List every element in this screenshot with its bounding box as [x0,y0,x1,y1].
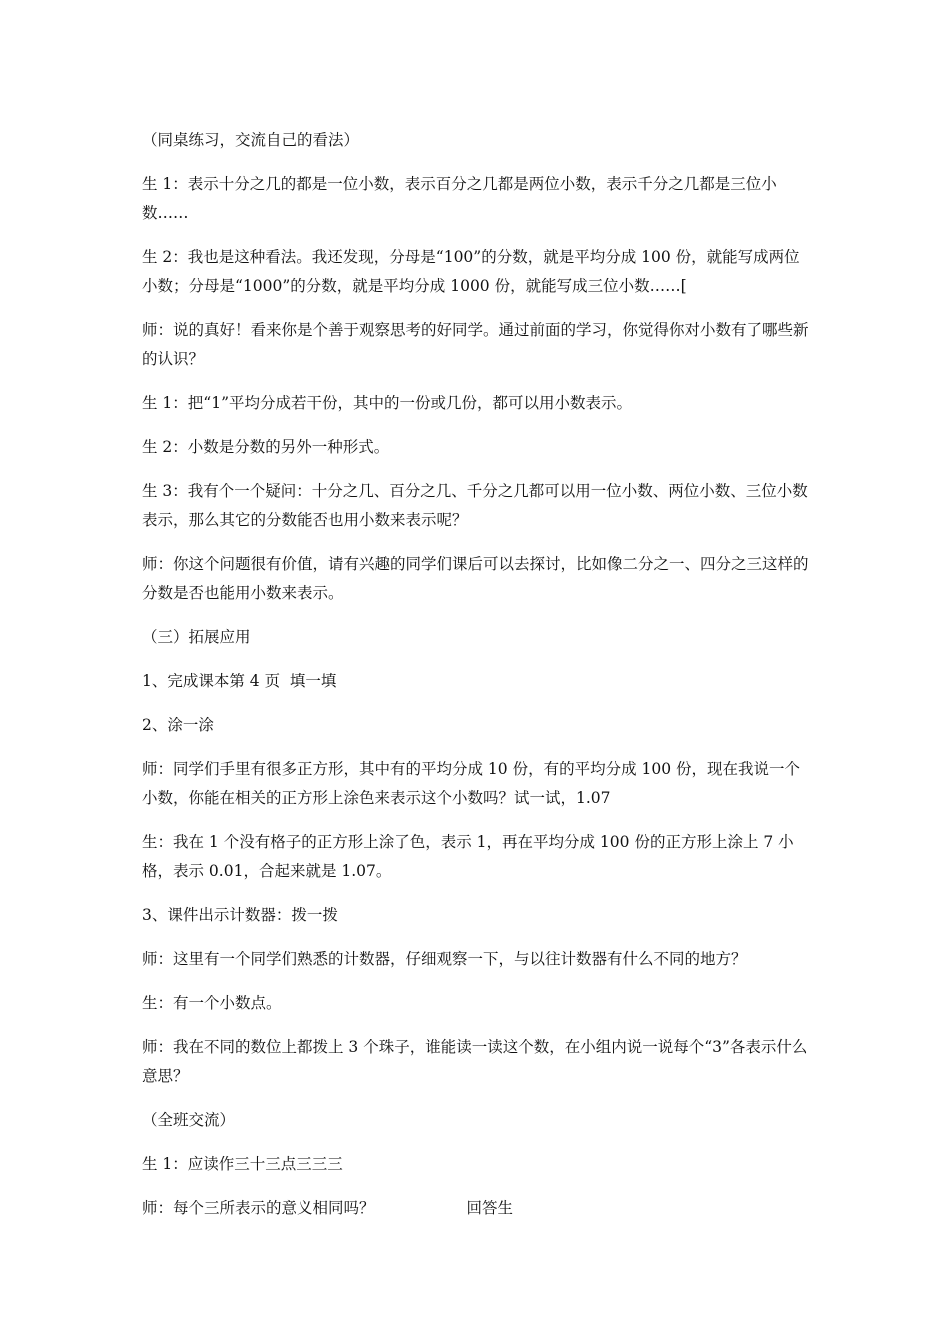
paragraph-student-1-definition: 生 1：把“1”平均分成若干份，其中的一份或几份，都可以用小数表示。 [142,394,633,412]
paragraph-teacher-final-question [142,1194,812,1223]
paragraph-class-discussion: （全班交流） [142,1111,236,1129]
paragraph-student-decimal-point: 生：有一个小数点。 [142,994,282,1012]
paragraph-classroom-note-1: （同桌练习，交流自己的看法） [142,131,360,149]
paragraph-student-1-reading: 生 1：应读作三十三点三三三 [142,1155,343,1173]
paragraph-student-2-answer: 生 2：我也是这种看法。我还发现，分母是“100”的分数，就是平均分成 100 份，就能写成两位小数；分母是“1000”的分数，就是平均分成 1000 份，就能写成三位小数……[ [142,248,800,295]
exercise-item-3: 3、课件出示计数器：拨一拨 [142,906,338,924]
exercise-item-1: 1、完成课本第 4 页 填一填 [142,672,337,690]
paragraph-student-1-answer: 生 1：表示十分之几的都是一位小数，表示百分之几都是两位小数，表示千分之几都是三位小数…… [142,175,777,222]
paragraph-teacher-counter-question: 师：这里有一个同学们熟悉的计数器，仔细观察一下，与以往计数器有什么不同的地方？ [142,950,747,968]
paragraph-teacher-beads-question: 师：我在不同的数位上都拨上 3 个珠子，谁能读一读这个数，在小组内说一说每个“3”各表示什么意思？ [142,1038,808,1085]
answer-student-label: 回答生 [466,1199,514,1217]
section-heading-extension: （三）拓展应用 [142,628,251,646]
paragraph-student-2-definition: 生 2：小数是分数的另外一种形式。 [142,438,390,456]
paragraph-student-coloring-answer: 生：我在 1 个没有格子的正方形上涂了色，表示 1，再在平均分成 100 份的正方形上涂上 7 小格，表示 0.01，合起来就是 1.07。 [142,833,794,880]
paragraph-student-3-question: 生 3：我有个一个疑问：十分之几、百分之几、千分之几都可以用一位小数、两位小数、三位小数表示，那么其它的分数能否也用小数来表示呢？ [142,482,808,529]
paragraph-teacher-praise: 师：说的真好！看来你是个善于观察思考的好同学。通过前面的学习，你觉得你对小数有了哪些新的认识？ [142,321,809,368]
paragraph-teacher-coloring-task: 师：同学们手里有很多正方形，其中有的平均分成 10 份，有的平均分成 100 份，现在我说一个小数，你能在相关的正方形上涂色来表示这个小数吗？试一试，1.07 [142,760,801,807]
paragraph-teacher-response: 师：你这个问题很有价值，请有兴趣的同学们课后可以去探讨，比如像二分之一、四分之三这样的分数是否也能用小数来表示。 [142,555,809,602]
exercise-item-2: 2、涂一涂 [142,716,214,734]
document-body [142,126,812,1238]
teacher-question-text: 师：每个三所表示的意义相同吗？ [142,1199,375,1217]
